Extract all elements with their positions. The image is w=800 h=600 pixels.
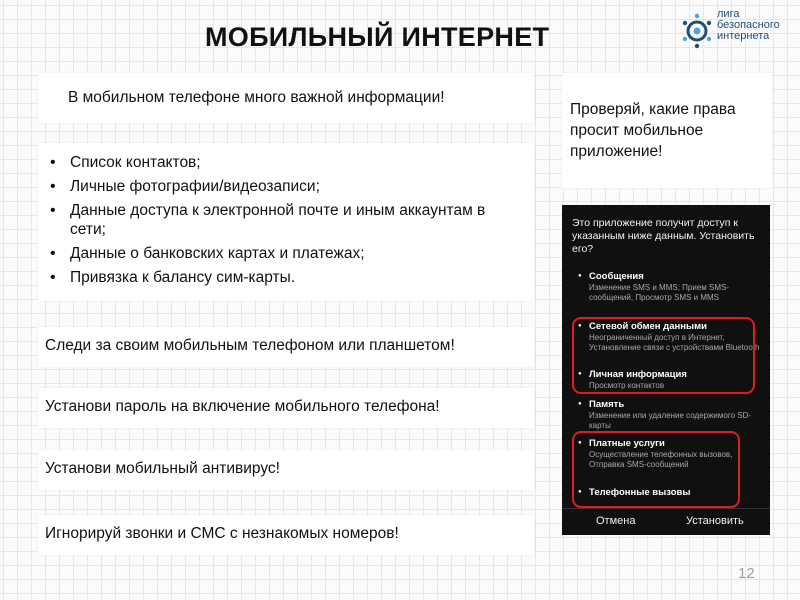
permission-item bbox=[578, 271, 763, 303]
tip-card bbox=[38, 450, 534, 490]
logo-dots-icon bbox=[680, 11, 714, 51]
intro-card bbox=[38, 73, 534, 123]
permission-desc: Изменение или удаление содержимого SD-карты bbox=[589, 411, 752, 430]
page-number: 12 bbox=[738, 565, 755, 582]
logo-line-1: лига bbox=[717, 8, 740, 20]
tip-card bbox=[38, 388, 534, 428]
tip-card bbox=[38, 515, 534, 555]
highlight-frame bbox=[572, 431, 740, 508]
list-item: • Данные доступа к электронной почте и иным аккаунтам в сети; bbox=[46, 201, 516, 239]
permission-title: ● Сетевой обмен данными bbox=[578, 321, 763, 332]
list-item: • Личные фотографии/видеозаписи; bbox=[46, 177, 516, 196]
permission-desc: Осуществление телефонных вызовов, Отправка SMS-сообщений bbox=[589, 450, 733, 469]
permission-dialog-header: Это приложение получит доступ к указанным ниже данным. Установить его? bbox=[572, 217, 755, 255]
info-list bbox=[46, 153, 516, 292]
intro-text: В мобильном телефоне много важной информации! bbox=[68, 89, 445, 106]
tip-card bbox=[38, 327, 534, 367]
install-button[interactable]: Установить bbox=[686, 515, 744, 527]
permission-desc: Просмотр контактов bbox=[589, 381, 665, 390]
permission-title: ● Личная информация bbox=[578, 369, 763, 380]
permission-item bbox=[578, 399, 763, 431]
permission-desc: Неограниченный доступ в Интернет, Установление связи с устройствами Bluetooth bbox=[589, 333, 760, 352]
list-item: • Список контактов; bbox=[46, 153, 516, 172]
info-list-card bbox=[38, 143, 534, 301]
tip-text: Игнорируй звонки и СМС с незнакомых номеров! bbox=[45, 525, 399, 542]
slide-title: МОБИЛЬНЫЙ ИНТЕРНЕТ bbox=[205, 22, 550, 52]
permission-desc: Изменение SMS и MMS, Прием SMS-сообщений, Просмотр SMS и MMS bbox=[589, 283, 729, 302]
cancel-button[interactable]: Отмена bbox=[596, 515, 636, 527]
phone-screenshot bbox=[562, 205, 770, 535]
tip-text: Следи за своим мобильным телефоном или планшетом! bbox=[45, 337, 455, 354]
list-item: • Привязка к балансу сим-карты. bbox=[46, 268, 516, 287]
permissions-note-text: Проверяй, какие права просит мобильное приложение! bbox=[570, 101, 736, 160]
logo-text bbox=[717, 9, 780, 42]
permission-title: ● Сообщения bbox=[578, 271, 763, 282]
tip-text: Установи мобильный антивирус! bbox=[45, 460, 280, 477]
logo-line-3: интернета bbox=[717, 30, 770, 42]
phone-dialog-footer bbox=[562, 508, 770, 535]
permission-title: ● Телефонные вызовы bbox=[578, 487, 763, 498]
tip-text: Установи пароль на включение мобильного телефона! bbox=[45, 398, 440, 415]
permission-title: ● Память bbox=[578, 399, 763, 410]
permissions-note-card bbox=[562, 73, 772, 188]
logo-line-2: безопасного bbox=[717, 19, 780, 31]
highlight-frame bbox=[572, 317, 755, 394]
permission-title: ● Платные услуги bbox=[578, 438, 763, 449]
list-item: • Данные о банковских картах и платежах; bbox=[46, 244, 516, 263]
liga-logo bbox=[680, 9, 792, 55]
